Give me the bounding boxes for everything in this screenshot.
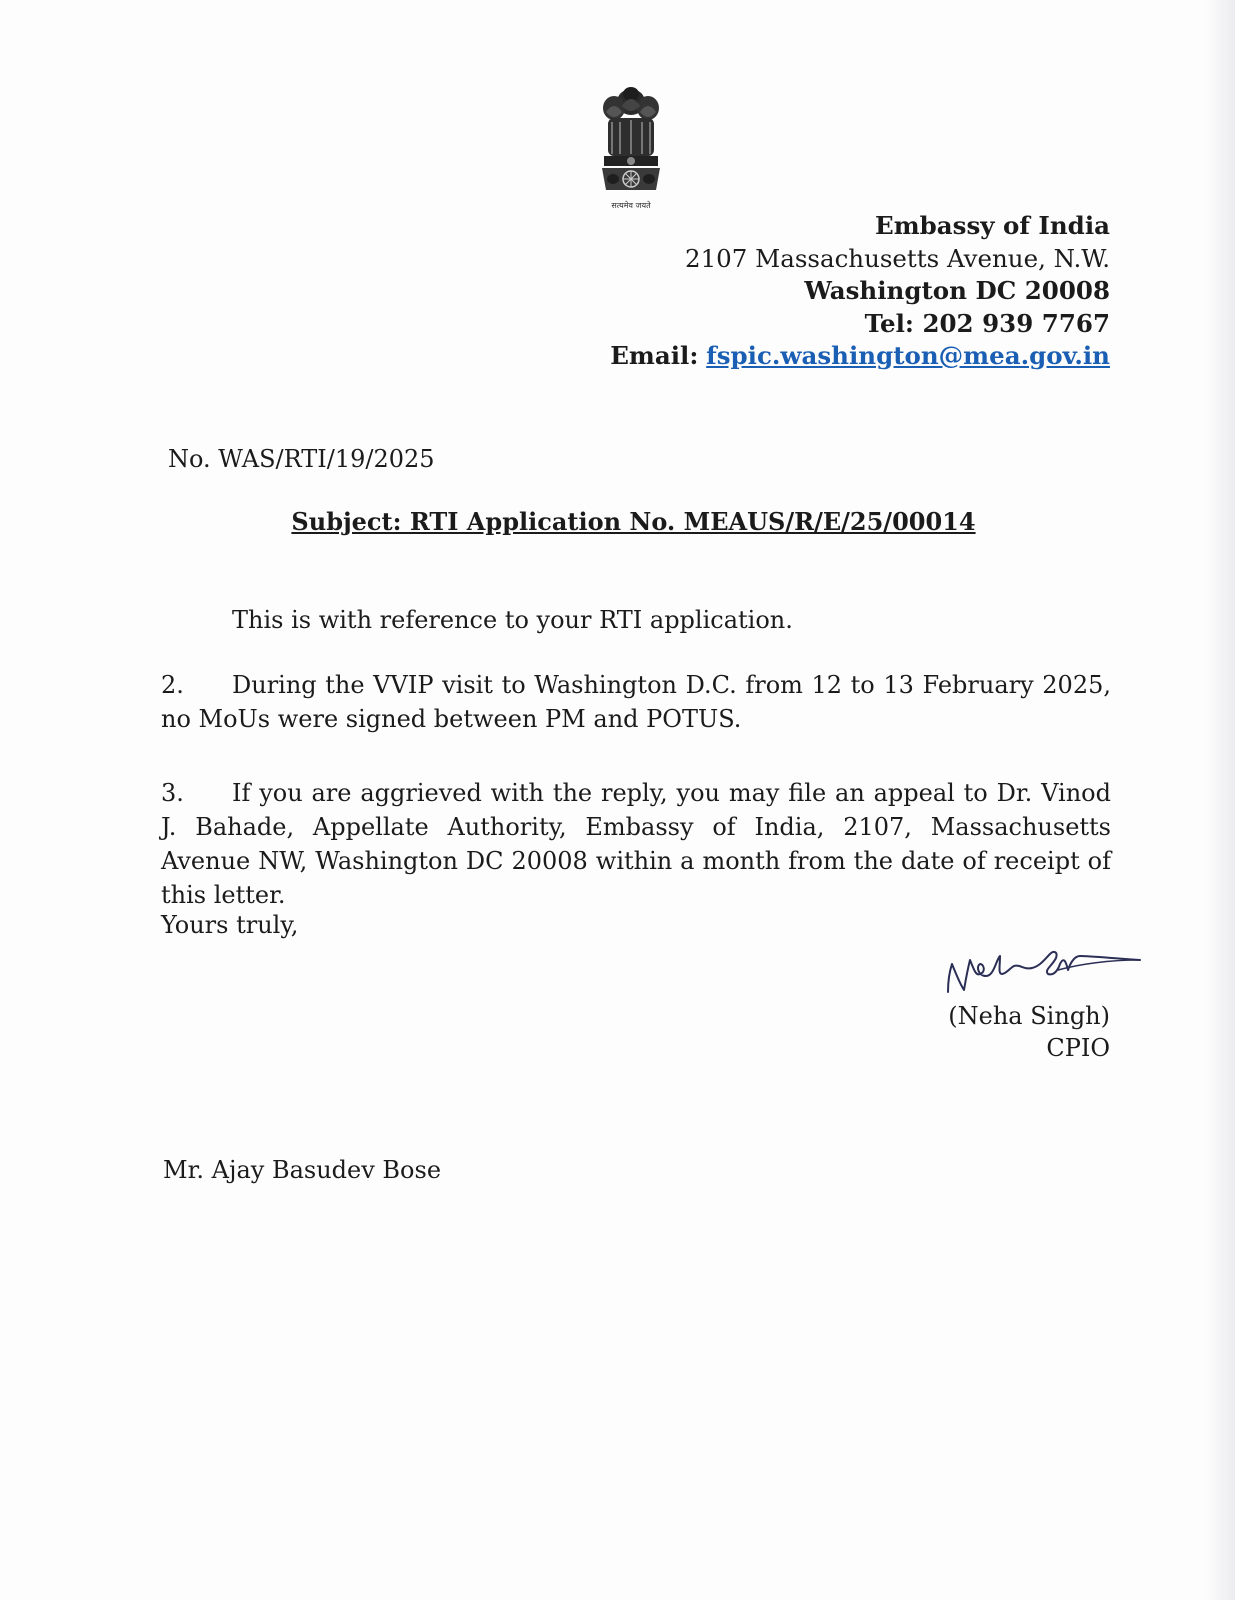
addressee-name: Mr. Ajay Basudev Bose [163, 1156, 442, 1184]
letterhead-address [610, 210, 1110, 373]
paragraph-2 [161, 668, 1111, 736]
national-emblem-icon [594, 82, 668, 216]
paragraph-3-text: If you are aggrieved with the reply, you may file an appeal to Dr. Vinod J. Bahade, Appellate Authority, Embassy of India, 2107, Massachusetts Avenue NW, Washington DC 20008 within a month from the date of receipt of this letter. [161, 779, 1111, 909]
address-line: 2107 Massachusetts Avenue, N.W. [684, 243, 1110, 273]
paragraph-1: This is with reference to your RTI application. [232, 606, 793, 634]
handwritten-signature [940, 930, 1150, 1000]
closing-salutation: Yours truly, [161, 911, 299, 939]
signatory-block [948, 1000, 1110, 1064]
email-label: Email: [610, 341, 699, 370]
subject-line: Subject: RTI Application No. MEAUS/R/E/25/00014 [291, 507, 976, 536]
reference-number: No. WAS/RTI/19/2025 [168, 445, 435, 473]
signatory-name: (Neha Singh) [948, 1002, 1110, 1030]
email-row [610, 340, 1110, 373]
scan-edge-shadow [1205, 0, 1235, 1600]
email-link[interactable]: fspic.washington@mea.gov.in [706, 341, 1110, 370]
org-name: Embassy of India [875, 211, 1110, 240]
paragraph-3-number: 3. [161, 779, 184, 807]
paragraph-2-text: During the VVIP visit to Washington D.C. from 12 to 13 February 2025, no MoUs were signed between PM and POTUS. [161, 671, 1111, 733]
emblem-motto: सत्यमेव जयते [611, 201, 651, 210]
paragraph-2-number: 2. [161, 671, 184, 699]
city-line: Washington DC 20008 [804, 276, 1110, 305]
telephone: Tel: 202 939 7767 [864, 308, 1110, 338]
signatory-title: CPIO [1046, 1034, 1110, 1062]
paragraph-3 [161, 776, 1111, 912]
